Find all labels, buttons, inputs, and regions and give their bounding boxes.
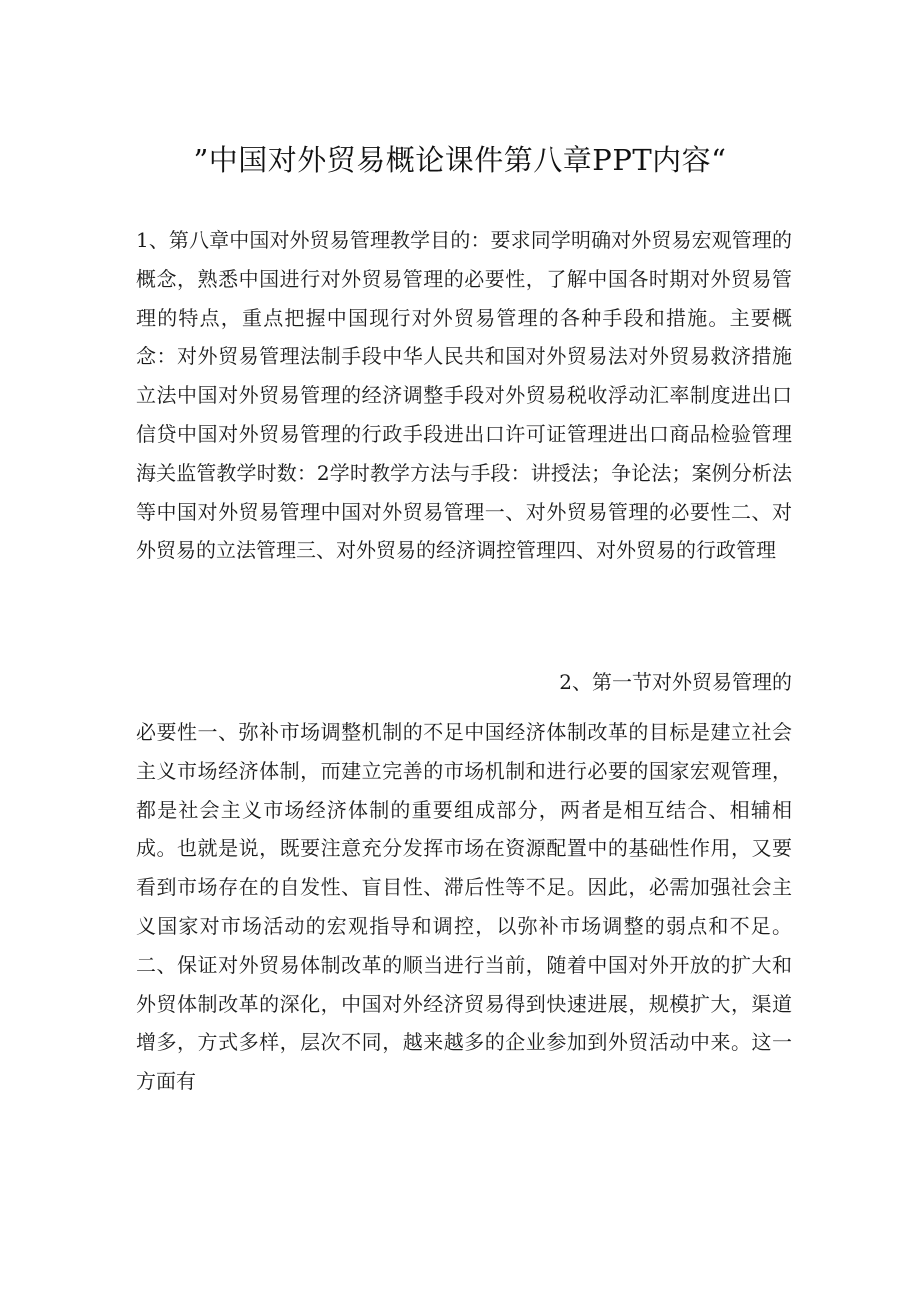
paragraph-2: 2、第一节对外贸易管理的 (559, 670, 792, 694)
paragraph-1: 1、第八章中国对外贸易管理教学目的：要求同学明确对外贸易宏观管理的概念，熟悉中国进行对外贸易管理的必要性，了解中国各时期对外贸易管理的特点，重点把握中国现行对外贸易管理的各种手段和措施。主要概念：对外贸易管理法制手段中华人民共和国对外贸易法对外贸易救济措施立法中国对外贸易管理的经济调整手段对外贸易税收浮动汇率制度进出口信贷中国对外贸易管理的行政手段进出口许可证管理进出口商品检验管理海关监管教学时数：2学时教学方法与手段：讲授法；争论法；案例分析法等中国对外贸易管理中国对外贸易管理一、对外贸易管理的必要性二、对外贸易的立法管理三、对外贸易的经济调控管理四、对外贸易的行政管理 (136, 228, 792, 563)
document-title: ”中国对外贸易概论课件第八章PPT内容“ (193, 143, 727, 177)
paragraph-3: 必要性一、弥补市场调整机制的不足中国经济体制改革的目标是建立社会主义市场经济体制，而建立完善的市场机制和进行必要的国家宏观管理，都是社会主义市场经济体制的重要组成部分，两者是相互结合、相辅相成。也就是说，既要注意充分发挥市场在资源配置中的基础性作用，又要看到市场存在的自发性、盲目性、滞后性等不足。因此，必需加强社会主义国家对市场活动的宏观指导和调控，以弥补市场调整的弱点和不足。二、保证对外贸易体制改革的顺当进行当前，随着中国对外开放的扩大和外贸体制改革的深化，中国对外经济贸易得到快速进展，规模扩大，渠道增多，方式多样，层次不同，越来越多的企业参加到外贸活动中来。这一方面有 (136, 720, 792, 1094)
